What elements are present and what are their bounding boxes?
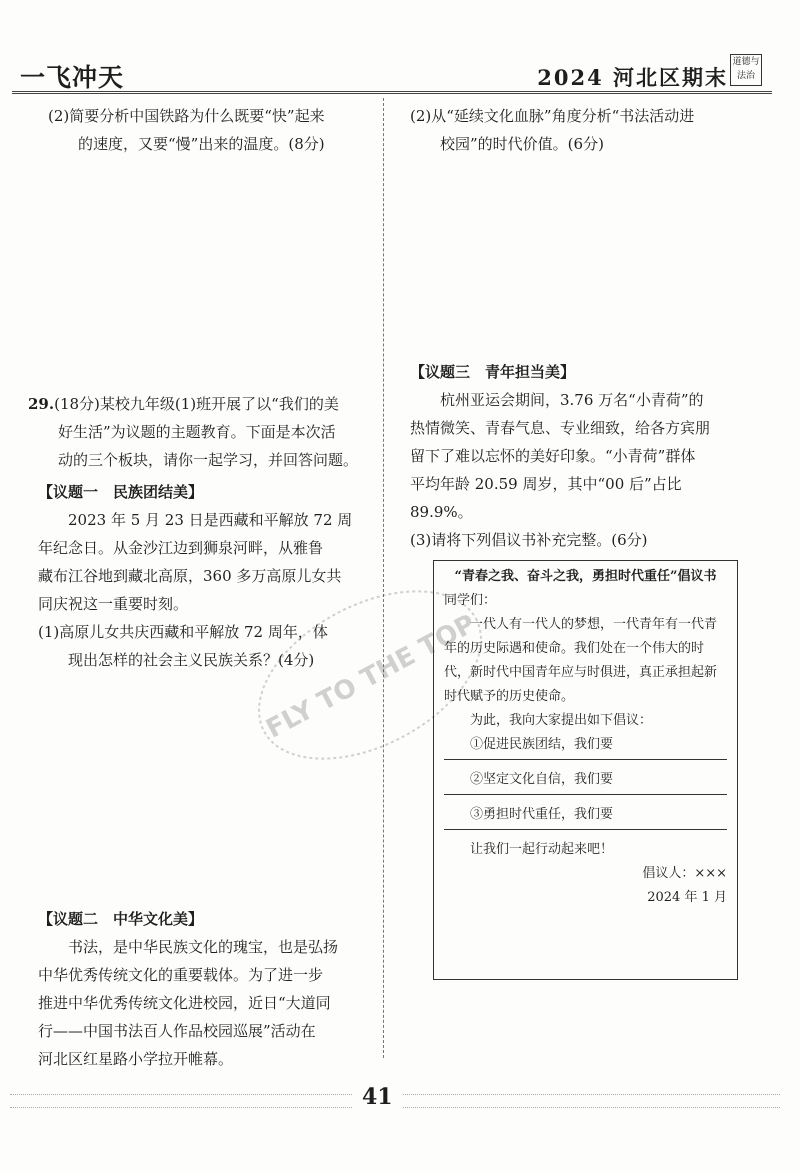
answer-line-1[interactable] — [444, 733, 727, 760]
proposal-item-1: ①促进民族团结，我们要 — [470, 737, 614, 752]
topic1-line3: 藏布江谷地到藏北高原，360 多万高原儿女共 — [38, 567, 342, 585]
topic2-line1: 书法，是中华民族文化的瑰宝，也是弘扬 — [68, 938, 339, 956]
proposal-date: 2024 年 1 月 — [647, 890, 727, 905]
proposal-greeting: 同学们： — [444, 593, 497, 608]
watermark-text: FLY TO THE TOP — [261, 609, 481, 745]
topic2-line4: 行——中国书法百人作品校园巡展”活动在 — [38, 1022, 316, 1040]
answer-line-3[interactable] — [444, 803, 727, 830]
topic1-question-line2: 现出怎样的社会主义民族关系？(4分) — [68, 651, 315, 669]
topic-3 — [410, 358, 750, 554]
topic1-line4: 同庆祝这一重要时刻。 — [38, 595, 189, 613]
proposal-item-3: ③勇担时代重任，我们要 — [470, 807, 614, 822]
q28-2-line1: (2)简要分析中国铁路为什么既要“快”起来 — [48, 107, 325, 125]
proposal-body: 一代人有一代人的梦想，一代青年有一代青年的历史际遇和使命。我们处在一个伟大的时代，新时代中国青年应与时俱进，真正承担起新时代赋予的历史使命。 — [444, 617, 718, 704]
topic-2 — [38, 905, 378, 1073]
topic3-line5: 89.9%。 — [410, 503, 473, 521]
q29-2-line2: 校园”的时代价值。(6分) — [440, 135, 604, 153]
question-28-2 — [48, 102, 378, 158]
topic3-line4: 平均年龄 20.59 周岁，其中“00 后”占比 — [410, 475, 682, 493]
proposal-intro: 为此，我向大家提出如下倡议： — [470, 713, 653, 728]
proposal-title: “青春之我、奋斗之我，勇担时代重任”倡议书 — [454, 569, 717, 584]
q29-2-line1: (2)从“延续文化血脉”角度分析“书法活动进 — [410, 107, 695, 125]
topic3-title: 【议题三 青年担当美】 — [410, 363, 576, 381]
header-rule — [12, 91, 772, 94]
q29-line1: (18分)某校九年级(1)班开展了以“我们的美 — [54, 395, 339, 413]
topic2-line3: 推进中华优秀传统文化进校园，近日“大道同 — [38, 994, 331, 1012]
topic3-line3: 留下了难以忘怀的美好印象。“小青荷”群体 — [410, 447, 696, 465]
q29-line2: 好生活”为议题的主题教育。下面是本次活 — [58, 423, 336, 441]
proposal-closing: 让我们一起行动起来吧！ — [470, 842, 614, 857]
topic3-line2: 热情微笑、青春气息、专业细致，给各方宾朋 — [410, 419, 711, 437]
topic3-question: (3)请将下列倡议书补充完整。(6分) — [410, 531, 648, 549]
q29-line3: 动的三个板块，请你一起学习，并回答问题。 — [58, 451, 359, 469]
page-number: 41 — [352, 1084, 403, 1110]
topic1-question-line1: (1)高原儿女共庆西藏和平解放 72 周年，体 — [38, 623, 328, 641]
topic2-line5: 河北区红星路小学拉开帷幕。 — [38, 1050, 234, 1068]
topic3-line1: 杭州亚运会期间，3.76 万名“小青荷”的 — [440, 391, 704, 409]
q29-number: 29. — [28, 395, 55, 413]
exam-title: 2024 河北区期末 — [537, 65, 728, 90]
topic2-line2: 中华优秀传统文化的重要载体。为了进一步 — [38, 966, 324, 984]
topic1-line2: 年纪念日。从金沙江边到狮泉河畔，从雅鲁 — [38, 539, 324, 557]
proposal-signer: 倡议人：××× — [642, 866, 727, 881]
question-29 — [28, 390, 378, 474]
topic1-title: 【议题一 民族团结美】 — [38, 483, 204, 501]
proposal-item-2: ②坚定文化自信，我们要 — [470, 772, 614, 787]
q28-2-line2: 的速度，又要“慢”出来的温度。(8分) — [78, 135, 325, 153]
topic2-title: 【议题二 中华文化美】 — [38, 910, 204, 928]
topic1-line1: 2023 年 5 月 23 日是西藏和平解放 72 周 — [68, 511, 353, 529]
question-29-2 — [410, 102, 760, 158]
answer-line-2[interactable] — [444, 768, 727, 795]
header-emblem: 道德与法治 — [730, 54, 762, 86]
brand-logo: 一飞冲天 — [20, 63, 125, 92]
